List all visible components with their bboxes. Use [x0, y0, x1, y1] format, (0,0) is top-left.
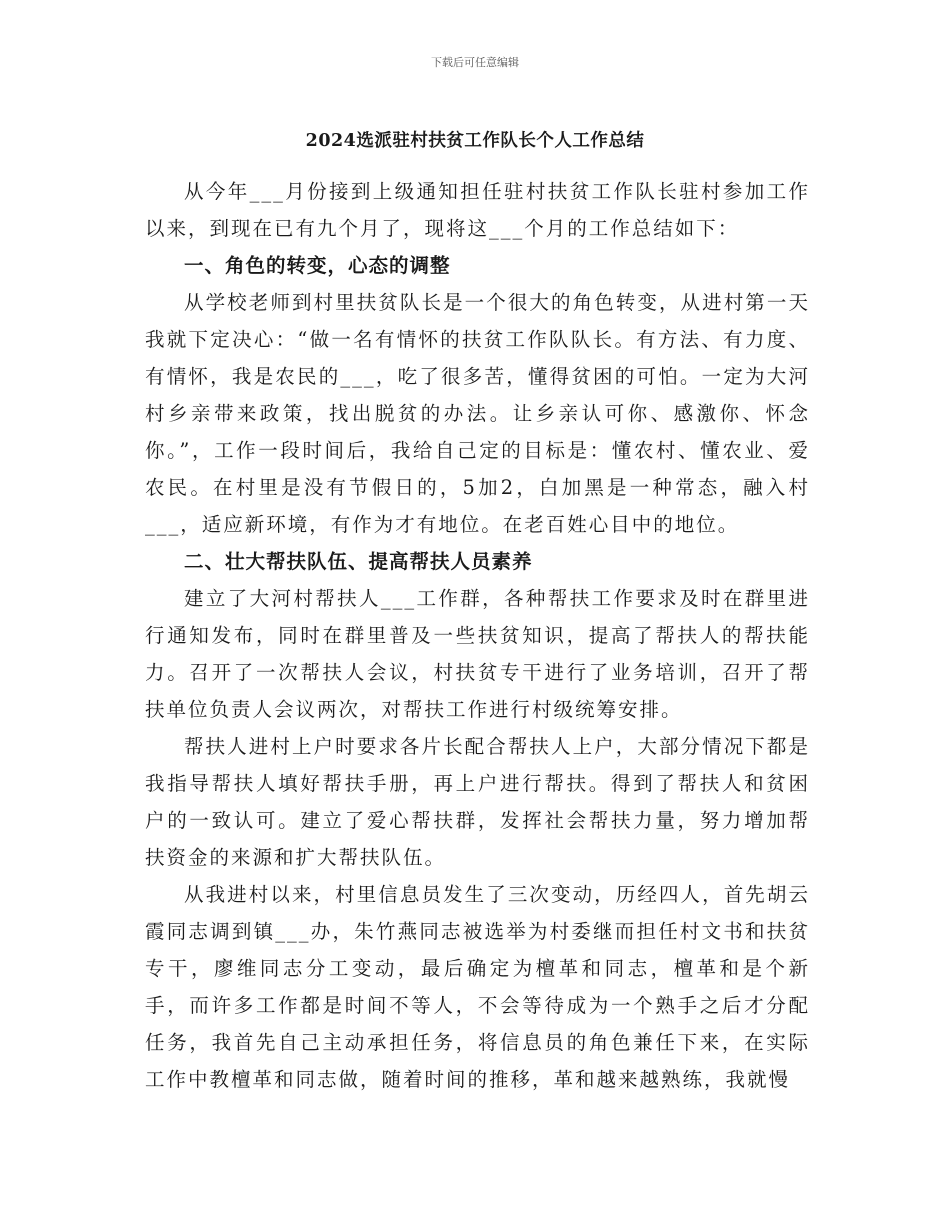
- section2-paragraph-1: 建立了大河村帮扶人___工作群，各种帮扶工作要求及时在群里进行通知发布，同时在群里普及一些扶贫知识，提高了帮扶人的帮扶能力。召开了一次帮扶人会议，村扶贫专干进行了业务培训，召开了帮扶单位负责人会议两次，对帮扶工作进行村级统筹安排。: [145, 587, 810, 721]
- document-body: [145, 173, 810, 1098]
- section2-paragraph-2: 帮扶人进村上户时要求各片长配合帮扶人上户，大部分情况下都是我指导帮扶人填好帮扶手册，再上户进行帮扶。得到了帮扶人和贫困户的一致认可。建立了爱心帮扶群，发挥社会帮扶力量，努力增加帮扶资金的来源和扩大帮扶队伍。: [145, 735, 810, 869]
- document-title: 2024选派驻村扶贫工作队长个人工作总结: [305, 131, 645, 151]
- section2-heading: 二、壮大帮扶队伍、提高帮扶人员素养: [184, 550, 533, 573]
- page-header-note: 下载后可任意编辑: [431, 56, 519, 69]
- section1-paragraph-1: 从学校老师到村里扶贫队长是一个很大的角色转变，从进村第一天我就下定决心：“做一名有情怀的扶贫工作队队长。有方法、有力度、有情怀，我是农民的___，吃了很多苦，懂得贫困的可怕。一定为大河村乡亲带来政策，找出脱贫的办法。让乡亲认可你、感激你、怀念你。”，工作一段时间后，我给自己定的目标是：懂农村、懂农业、爱农民。在村里是没有节假日的，5加2，白加黑是一种常态，融入村___，适应新环境，有作为才有地位。在老百姓心目中的地位。: [145, 291, 810, 536]
- section2-paragraph-3: 从我进村以来，村里信息员发生了三次变动，历经四人，首先胡云霞同志调到镇___办，朱竹燕同志被选举为村委继而担任村文书和扶贫专干，廖维同志分工变动，最后确定为檀革和同志，檀革和是个新手，而许多工作都是时间不等人，不会等待成为一个熟手之后才分配任务，我首先自己主动承担任务，将信息员的角色兼任下来，在实际工作中教檀革和同志做，随着时间的推移，革和越来越熟练，我就慢: [145, 883, 810, 1091]
- intro-paragraph: 从今年___月份接到上级通知担任驻村扶贫工作队长驻村参加工作以来，到现在已有九个月了，现将这___个月的工作总结如下：: [145, 180, 810, 240]
- section1-heading: 一、角色的转变，心态的调整: [184, 254, 451, 277]
